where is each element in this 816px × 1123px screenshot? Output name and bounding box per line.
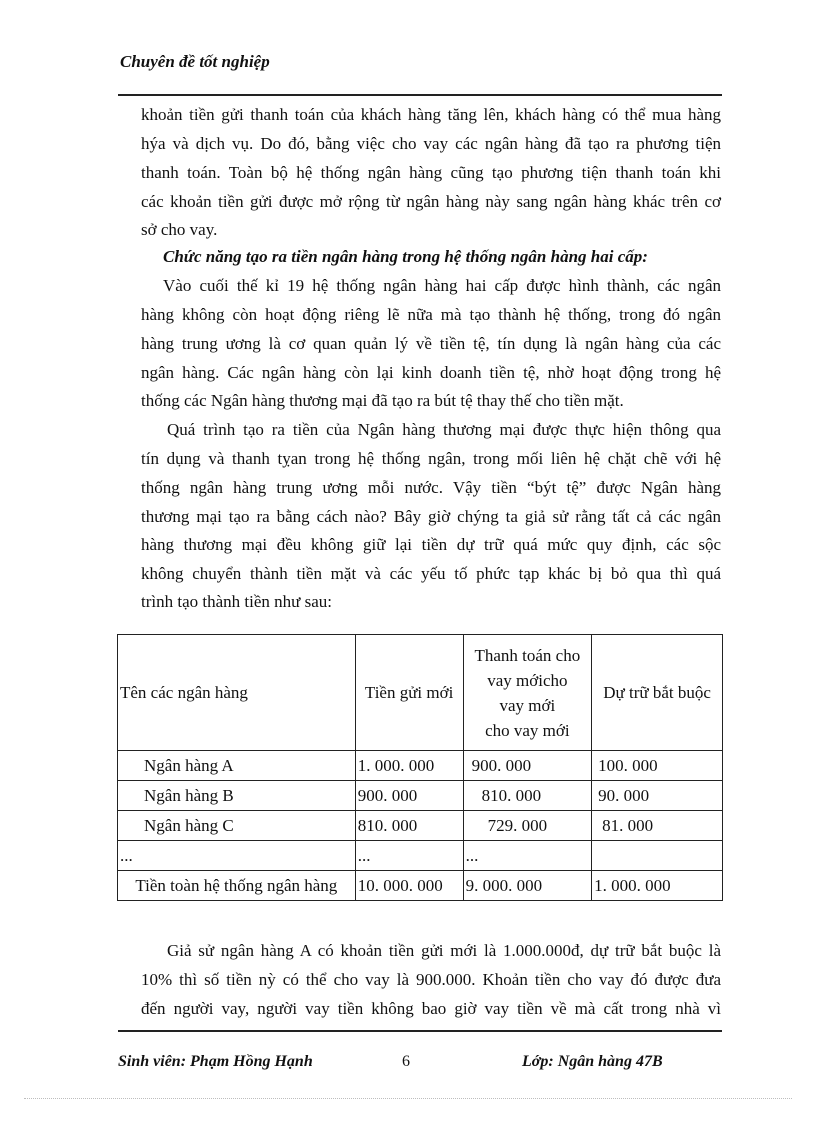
header-new-deposit: Tiền gửi mới [355,635,463,751]
cell-bank-name: Ngân hàng C [118,811,356,841]
text-line: khoản tiền gửi thanh toán của khách hàng tăng lên, khách hàng có thể mua hàng [141,105,721,124]
page-boundary-dotted [24,1098,792,1099]
cell-deposit: ... [355,841,463,871]
cell-loan: 810. 000 [463,781,592,811]
cell-reserve: 1. 000. 000 [592,871,723,901]
text-line: Quá trình tạo ra tiền của Ngân hàng thương mại được thực hiện thông qua [167,420,721,439]
footer-rule [118,1030,722,1032]
text-line: Giả sử ngân hàng A có khoản tiền gửi mới là 1.000.000đ, dự trữ bắt buộc là [167,941,721,960]
header-line: Thanh toán cho [474,645,581,665]
header-bank-name: Tên các ngân hàng [118,635,356,751]
text-line: thống ngân hàng trung ương mỗi nước. Vậy tiền “být tệ” được Ngân hàng [141,478,721,497]
cell-bank-name: Ngân hàng A [118,751,356,781]
cell-bank-name: Tiền toàn hệ thống ngân hàng [118,871,356,901]
text-line: hàng không còn hoạt động riêng lẽ nữa mà tạo thành hệ thống, trong đó ngân [141,305,721,324]
section-heading: Chức năng tạo ra tiền ngân hàng trong hệ thống ngân hàng hai cấp: [163,247,648,266]
text-line: thanh toán. Toàn bộ hệ thống ngân hàng cũng tạo phương tiện thanh toán khi [141,163,721,182]
cell-reserve: 81. 000 [592,811,723,841]
text-line: tín dụng và thanh tỵan trong hệ thống ngân, trong mối liên hệ chặt chẽ với hệ [141,449,721,468]
header-line: cho vay mới [485,720,570,740]
cell-loan: ... [463,841,592,871]
text-line: hàng thương mại đều không giữ lại tiền dự trữ quá mức quy định, các sộc [141,535,721,554]
header-line: vay mớicho [487,670,568,690]
text-line: không chuyển thành tiền mặt và các yếu tố phức tạp khác bị bỏ qua thì quá [141,564,721,583]
table-total-row [118,871,723,901]
text-line: trình tạo thành tiền như sau: [141,592,332,611]
text-line: đến người vay, người vay tiền không bao giờ vay tiền về mà cất trong nhà vì [141,999,721,1018]
footer-class: Lớp: Ngân hàng 47B [522,1053,663,1070]
text-line: Vào cuối thế kỉ 19 hệ thống ngân hàng hai cấp được hình thành, các ngân [163,276,721,295]
text-line: 10% thì số tiền nỳ có thể cho vay là 900.000. Khoản tiền cho vay đó được đưa [141,970,721,989]
text-line: ngân hàng. Các ngân hàng còn lại kinh doanh tiền tệ, nhờ hoạt động trong hệ [141,363,721,382]
cell-deposit: 1. 000. 000 [355,751,463,781]
cell-bank-name: ... [118,841,356,871]
cell-deposit: 810. 000 [355,811,463,841]
header-line: vay mới [499,695,556,715]
footer-student: Sinh viên: Phạm Hồng Hạnh [118,1053,313,1070]
text-line: sở cho vay. [141,220,218,239]
header-new-loan [463,635,592,751]
text-line: thống các Ngân hàng thương mại đã tạo ra bút tệ thay thế cho tiền mặt. [141,391,624,410]
header-required-reserve: Dự trữ bắt buộc [592,635,723,751]
cell-bank-name: Ngân hàng B [118,781,356,811]
table-row [118,841,723,871]
page-header-title: Chuyên đề tốt nghiệp [120,52,270,71]
text-line: hýa và dịch vụ. Do đó, bằng việc cho vay các ngân hàng đã tạo ra phương tiện [141,134,721,153]
cell-reserve: 100. 000 [592,751,723,781]
footer-page-number: 6 [402,1053,410,1070]
cell-deposit: 10. 000. 000 [355,871,463,901]
cell-loan: 900. 000 [463,751,592,781]
table-row [118,751,723,781]
cell-reserve [592,841,723,871]
cell-reserve: 90. 000 [592,781,723,811]
cell-deposit: 900. 000 [355,781,463,811]
text-line: các khoản tiền gửi được mở rộng từ ngân hàng này sang ngân hàng khác trên cơ [141,192,721,211]
cell-loan: 9. 000. 000 [463,871,592,901]
table-row [118,811,723,841]
table-header-row [118,635,723,751]
table-row [118,781,723,811]
text-line: hàng trung ương là cơ quan quản lý về tiền tệ, tín dụng là ngân hàng của các [141,334,721,353]
header-rule [118,94,722,96]
bank-money-creation-table [117,634,723,901]
cell-loan: 729. 000 [463,811,592,841]
text-line: thương mại tạo ra bằng cách nào? Bây giờ chýng ta giả sử rằng tất cả các ngân [141,507,721,526]
